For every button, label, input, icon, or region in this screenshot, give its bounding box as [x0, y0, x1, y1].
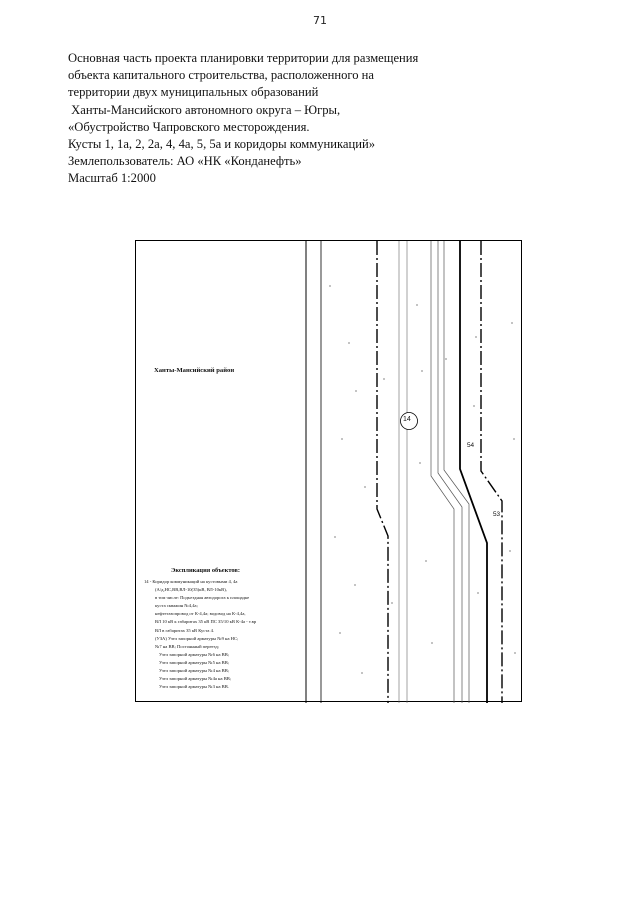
legend-line: в том числе: Подъездная автодорога к площадке [155, 595, 250, 601]
district-label: Ханты-Мансийский район [154, 367, 235, 374]
header-line: объекта капитального строительства, расположенного на [68, 68, 374, 83]
legend-line: ВЛ 10 кВ к габаритах 35 кВ ПС 35/10 кВ К-4а - т.вр [155, 619, 257, 625]
legend-line: (А/д,НС,ВВ,ВЛ-10(35)кВ, ВЛ-10кВ), [155, 587, 227, 593]
legend-line: куста скважин №4,4а; [155, 603, 198, 609]
corridor-border-right [481, 241, 502, 703]
corridor-border-left [377, 241, 388, 703]
legend-title: Экспликация объектов: [171, 567, 240, 574]
legend-line: Узел запорной арматуры №3 на ВВ. [159, 684, 229, 690]
legend-line: (УЗА) Узел запорной арматуры №9 на НС; [155, 635, 239, 641]
point-label-53: 53 [493, 511, 501, 518]
corridor-line [431, 241, 454, 703]
header-line: «Обустройство Чапровского месторождения. [68, 119, 310, 134]
point-label-54: 54 [467, 442, 475, 449]
object-number-label: 14 [403, 416, 411, 423]
header-line: Ханты-Мансийского автономного округа – Югры, [68, 102, 341, 117]
page-number: 71 [313, 14, 327, 27]
corridor-line [438, 241, 462, 703]
document-header [68, 50, 588, 188]
header-line: Землепользователь: АО «НК «Конданефть» [68, 154, 302, 169]
header-line: Кусты 1, 1а, 2, 2а, 4, 4а, 5, 5а и коридоры коммуникаций» [68, 137, 376, 152]
legend-line: Узел запорной арматуры №4а на ВВ; [159, 676, 232, 682]
legend-line: Узел запорной арматуры №4 на ВВ; [159, 668, 230, 674]
legend-line: Узел запорной арматуры №6 на ВВ; [159, 651, 230, 657]
legend-line: ВЛ в габаритах 35 кВ Куста 4. [155, 627, 215, 633]
header-line: территории двух муниципальных образований [68, 85, 319, 100]
legend-line: 14 - Коридор коммуникаций на кустовыми 4, 4а [144, 579, 238, 584]
scale-line: Масштаб 1:2000 [68, 171, 156, 186]
legend-line: №7 на ВВ; Постоянный переезд; [155, 643, 219, 649]
boundary-segment-54-53 [460, 241, 487, 703]
corridor-line [444, 241, 469, 703]
legend-line: Узел запорной арматуры №5 на ВВ; [159, 659, 230, 665]
legend [144, 567, 304, 691]
planning-map [135, 240, 522, 702]
header-line: Основная часть проекта планировки территории для размещения [68, 51, 419, 65]
legend-line: нефтегазопровод от К-4,4а; водовод на К-4,4а, [155, 611, 246, 617]
